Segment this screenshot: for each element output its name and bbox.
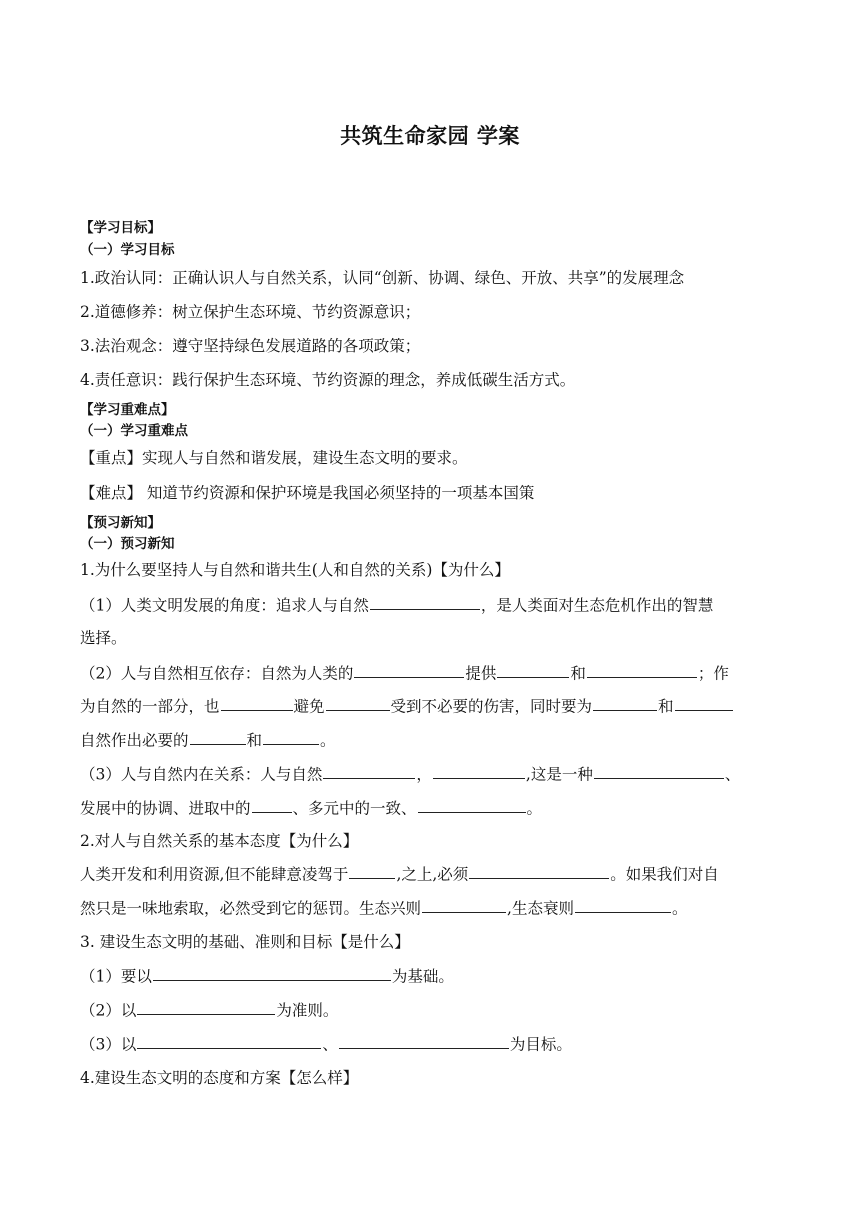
answer-blank[interactable]	[326, 694, 390, 711]
q1-part1-line2: 选择。	[80, 629, 127, 647]
answer-blank[interactable]	[323, 762, 415, 779]
goal-item: 2.道德修养：树立保护生态环境、节约资源意识；	[80, 303, 421, 321]
q1-part3-line2: 发展中的协调、进取中的 、多元中的一致、 。	[80, 796, 785, 818]
preview-header: 【预习新知】	[80, 515, 161, 531]
answer-blank[interactable]	[587, 661, 697, 678]
difficult-point: 【难点】 知道节约资源和保护环境是我国必须坚持的一项基本国策	[80, 484, 535, 502]
keypoints-subheader: （一）学习重难点	[80, 423, 188, 439]
q2-line2: 然只是一味地索取，必然受到它的惩罚。生态兴则 ,生态衰则 。	[80, 896, 785, 918]
question-4-title: 4.建设生态文明的态度和方案【怎么样】	[80, 1069, 359, 1087]
preview-subheader: （一）预习新知	[80, 536, 175, 552]
answer-blank[interactable]	[349, 862, 395, 879]
answer-blank[interactable]	[418, 796, 526, 813]
answer-blank[interactable]	[497, 661, 569, 678]
goal-item: 3.法治观念：遵守坚持绿色发展道路的各项政策；	[80, 337, 421, 355]
answer-blank[interactable]	[190, 728, 246, 745]
answer-blank[interactable]	[675, 694, 733, 711]
answer-blank[interactable]	[575, 896, 671, 913]
answer-blank[interactable]	[433, 762, 525, 779]
answer-blank[interactable]	[153, 964, 391, 981]
answer-blank[interactable]	[339, 1032, 509, 1049]
key-point: 【重点】实现人与自然和谐发展，建设生态文明的要求。	[80, 449, 468, 467]
question-1-title: 1.为什么要坚持人与自然和谐共生(人和自然的关系)【为什么】	[80, 561, 510, 579]
keypoints-header: 【学习重难点】	[80, 402, 175, 418]
q3-item1: （1）要以 为基础。	[80, 964, 785, 986]
q2-line1: 人类开发和利用资源,但不能肆意凌驾于 ,之上,必须 。如果我们对自	[80, 862, 785, 884]
q3-item2: （2）以 为准则。	[80, 998, 785, 1020]
question-3-title: 3. 建设生态文明的基础、准则和目标【是什么】	[80, 933, 410, 951]
answer-blank[interactable]	[593, 694, 657, 711]
q1-part2-line3: 自然作出必要的 和 。	[80, 728, 785, 750]
page-title: 共筑生命家园 学案	[340, 124, 520, 148]
goals-header: 【学习目标】	[80, 220, 161, 236]
q1-part2-line1: （2）人与自然相互依存：自然为人类的 提供 和 ；作	[80, 661, 785, 683]
q1-part1-line1: （1）人类文明发展的角度：追求人与自然 ，是人类面对生态危机作出的智慧	[80, 593, 785, 615]
answer-blank[interactable]	[221, 694, 293, 711]
goals-subheader: （一）学习目标	[80, 242, 175, 258]
goal-item: 1.政治认同：正确认识人与自然关系，认同“创新、协调、绿色、开放、共享”的发展理念	[80, 269, 685, 287]
q1-part2-line2: 为自然的一部分，也 避免 受到不必要的伤害，同时要为 和	[80, 694, 785, 716]
answer-blank[interactable]	[594, 762, 724, 779]
answer-blank[interactable]	[137, 998, 275, 1015]
answer-blank[interactable]	[422, 896, 506, 913]
answer-blank[interactable]	[252, 796, 292, 813]
q1-part3-line1: （3）人与自然内在关系：人与自然 ， ,这是一种 、	[80, 762, 785, 784]
answer-blank[interactable]	[137, 1032, 321, 1049]
answer-blank[interactable]	[370, 593, 480, 610]
q3-item3: （3）以 、 为目标。	[80, 1032, 785, 1054]
question-2-title: 2.对人与自然关系的基本态度【为什么】	[80, 832, 359, 850]
goal-item: 4.责任意识：践行保护生态环境、节约资源的理念，养成低碳生活方式。	[80, 371, 576, 389]
answer-blank[interactable]	[354, 661, 464, 678]
answer-blank[interactable]	[263, 728, 319, 745]
answer-blank[interactable]	[469, 862, 609, 879]
